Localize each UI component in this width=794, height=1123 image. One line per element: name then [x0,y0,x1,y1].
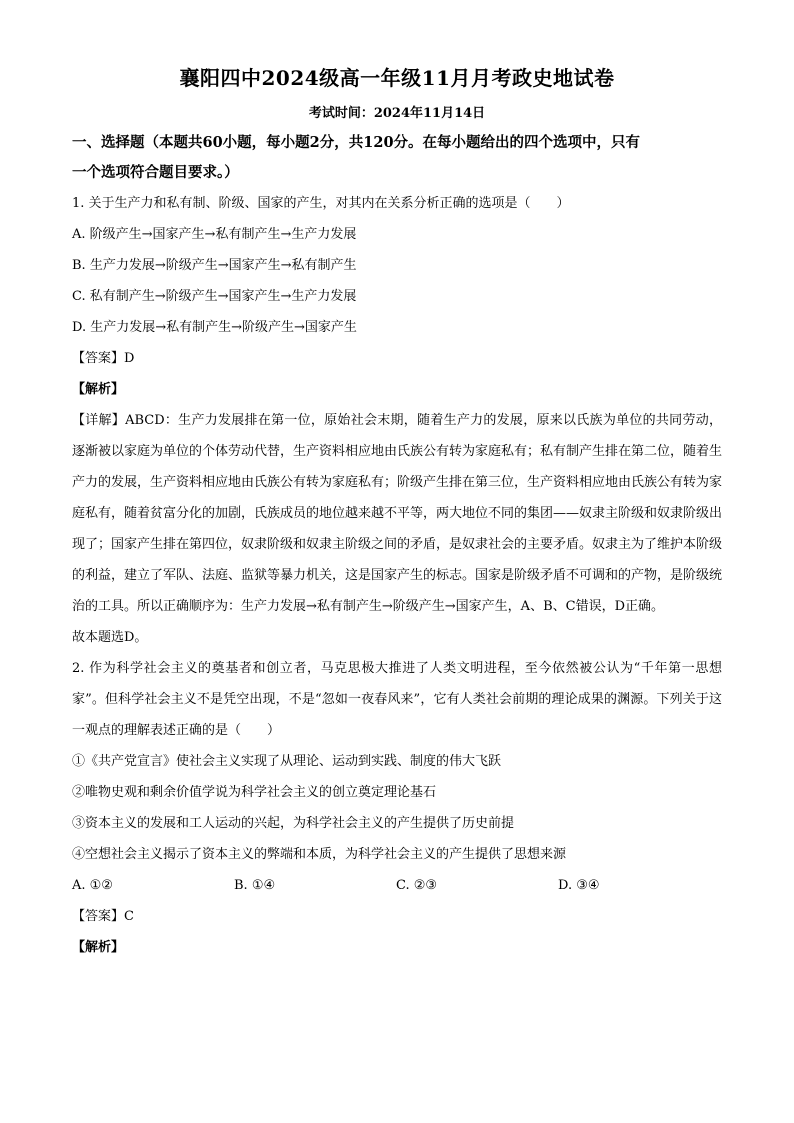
question-2-option-b: B. ①④ [234,878,276,893]
question-1-conclusion: 故本题选D。 [72,630,148,645]
question-2-analysis-tag: 【解析】 [72,940,125,955]
question-2-option-d: D. ③④ [558,878,600,893]
section-heading-line1: 一、选择题（本题共60小题，每小题2分，共120分。在每小题给出的四个选项中，只有 [72,134,641,151]
section-heading-line2: 一个选项符合题目要求。） [72,164,239,181]
exam-time: 考试时间：2024年11月14日 [308,106,486,121]
exam-page [72,64,722,963]
question-2-option-a: A. ①② [72,878,113,893]
question-2-statement-3: ③资本主义的发展和工人运动的兴起，为科学社会主义的产生提供了历史前提 [72,816,515,831]
question-2 [72,653,722,963]
question-2-stem: 2. 作为科学社会主义的奠基者和创立者，马克思极大推进了人类文明进程，至今依然被公认为“千年第一思想家”。但科学社会主义不是凭空出现，不是“忽如一夜春风来”，它有人类社会前期的理论成果的渊源。下列关于这一观点的理解表述正确的是（ ） [72,661,722,738]
question-2-statement-2: ②唯物史观和剩余价值学说为科学社会主义的创立奠定理论基石 [72,785,437,800]
question-1 [72,188,722,653]
question-2-statement-4: ④空想社会主义揭示了资本主义的弊端和本质，为科学社会主义的产生提供了思想来源 [72,847,567,862]
question-2-option-c: C. ②③ [396,878,438,893]
exam-title: 襄阳四中2024级高一年级11月月考政史地试卷 [179,66,615,90]
question-2-answer: 【答案】C [72,909,134,924]
question-2-statement-1: ①《共产党宣言》使社会主义实现了从理论、运动到实践、制度的伟大飞跃 [72,754,502,769]
question-2-options [72,870,722,901]
question-1-option-b: B. 生产力发展→阶级产生→国家产生→私有制产生 [72,258,357,273]
question-1-answer: 【答案】D [72,351,135,366]
question-1-option-c: C. 私有制产生→阶级产生→国家产生→生产力发展 [72,289,357,304]
question-1-option-a: A. 阶级产生→国家产生→私有制产生→生产力发展 [72,227,357,242]
question-1-analysis-tag: 【解析】 [72,382,125,397]
question-1-option-d: D. 生产力发展→私有制产生→阶级产生→国家产生 [72,320,357,335]
section-heading [72,128,722,188]
question-1-detail: 【详解】ABCD：生产力发展排在第一位，原始社会末期，随着生产力的发展，原来以氏族为单位的共同劳动，逐渐被以家庭为单位的个体劳动代替，生产资料相应地由氏族公有转为家庭私有；私有制产生排在第二位，随着生产力的发展，生产资料相应地由氏族公有转为家庭私有；阶级产生排在第三位，生产资料相应地由氏族公有转为家庭私有，随着贫富分化的加剧，氏族成员的地位越来越不平等，两大地位不同的集团——奴隶主阶级和奴隶阶级出现了；国家产生排在第四位，奴隶阶级和奴隶主阶级之间的矛盾，是奴隶社会的主要矛盾。奴隶主为了维护本阶级的利益，建立了军队、法庭、监狱等暴力机关，这是国家产生的标志。国家是阶级矛盾不可调和的产物，是阶级统治的工具。所以正确顺序为：生产力发展→私有制产生→阶级产生→国家产生，A、B、C错误，D正确。 [72,413,723,614]
question-1-stem: 1. 关于生产力和私有制、阶级、国家的产生，对其内在关系分析正确的选项是（ ） [72,196,570,211]
